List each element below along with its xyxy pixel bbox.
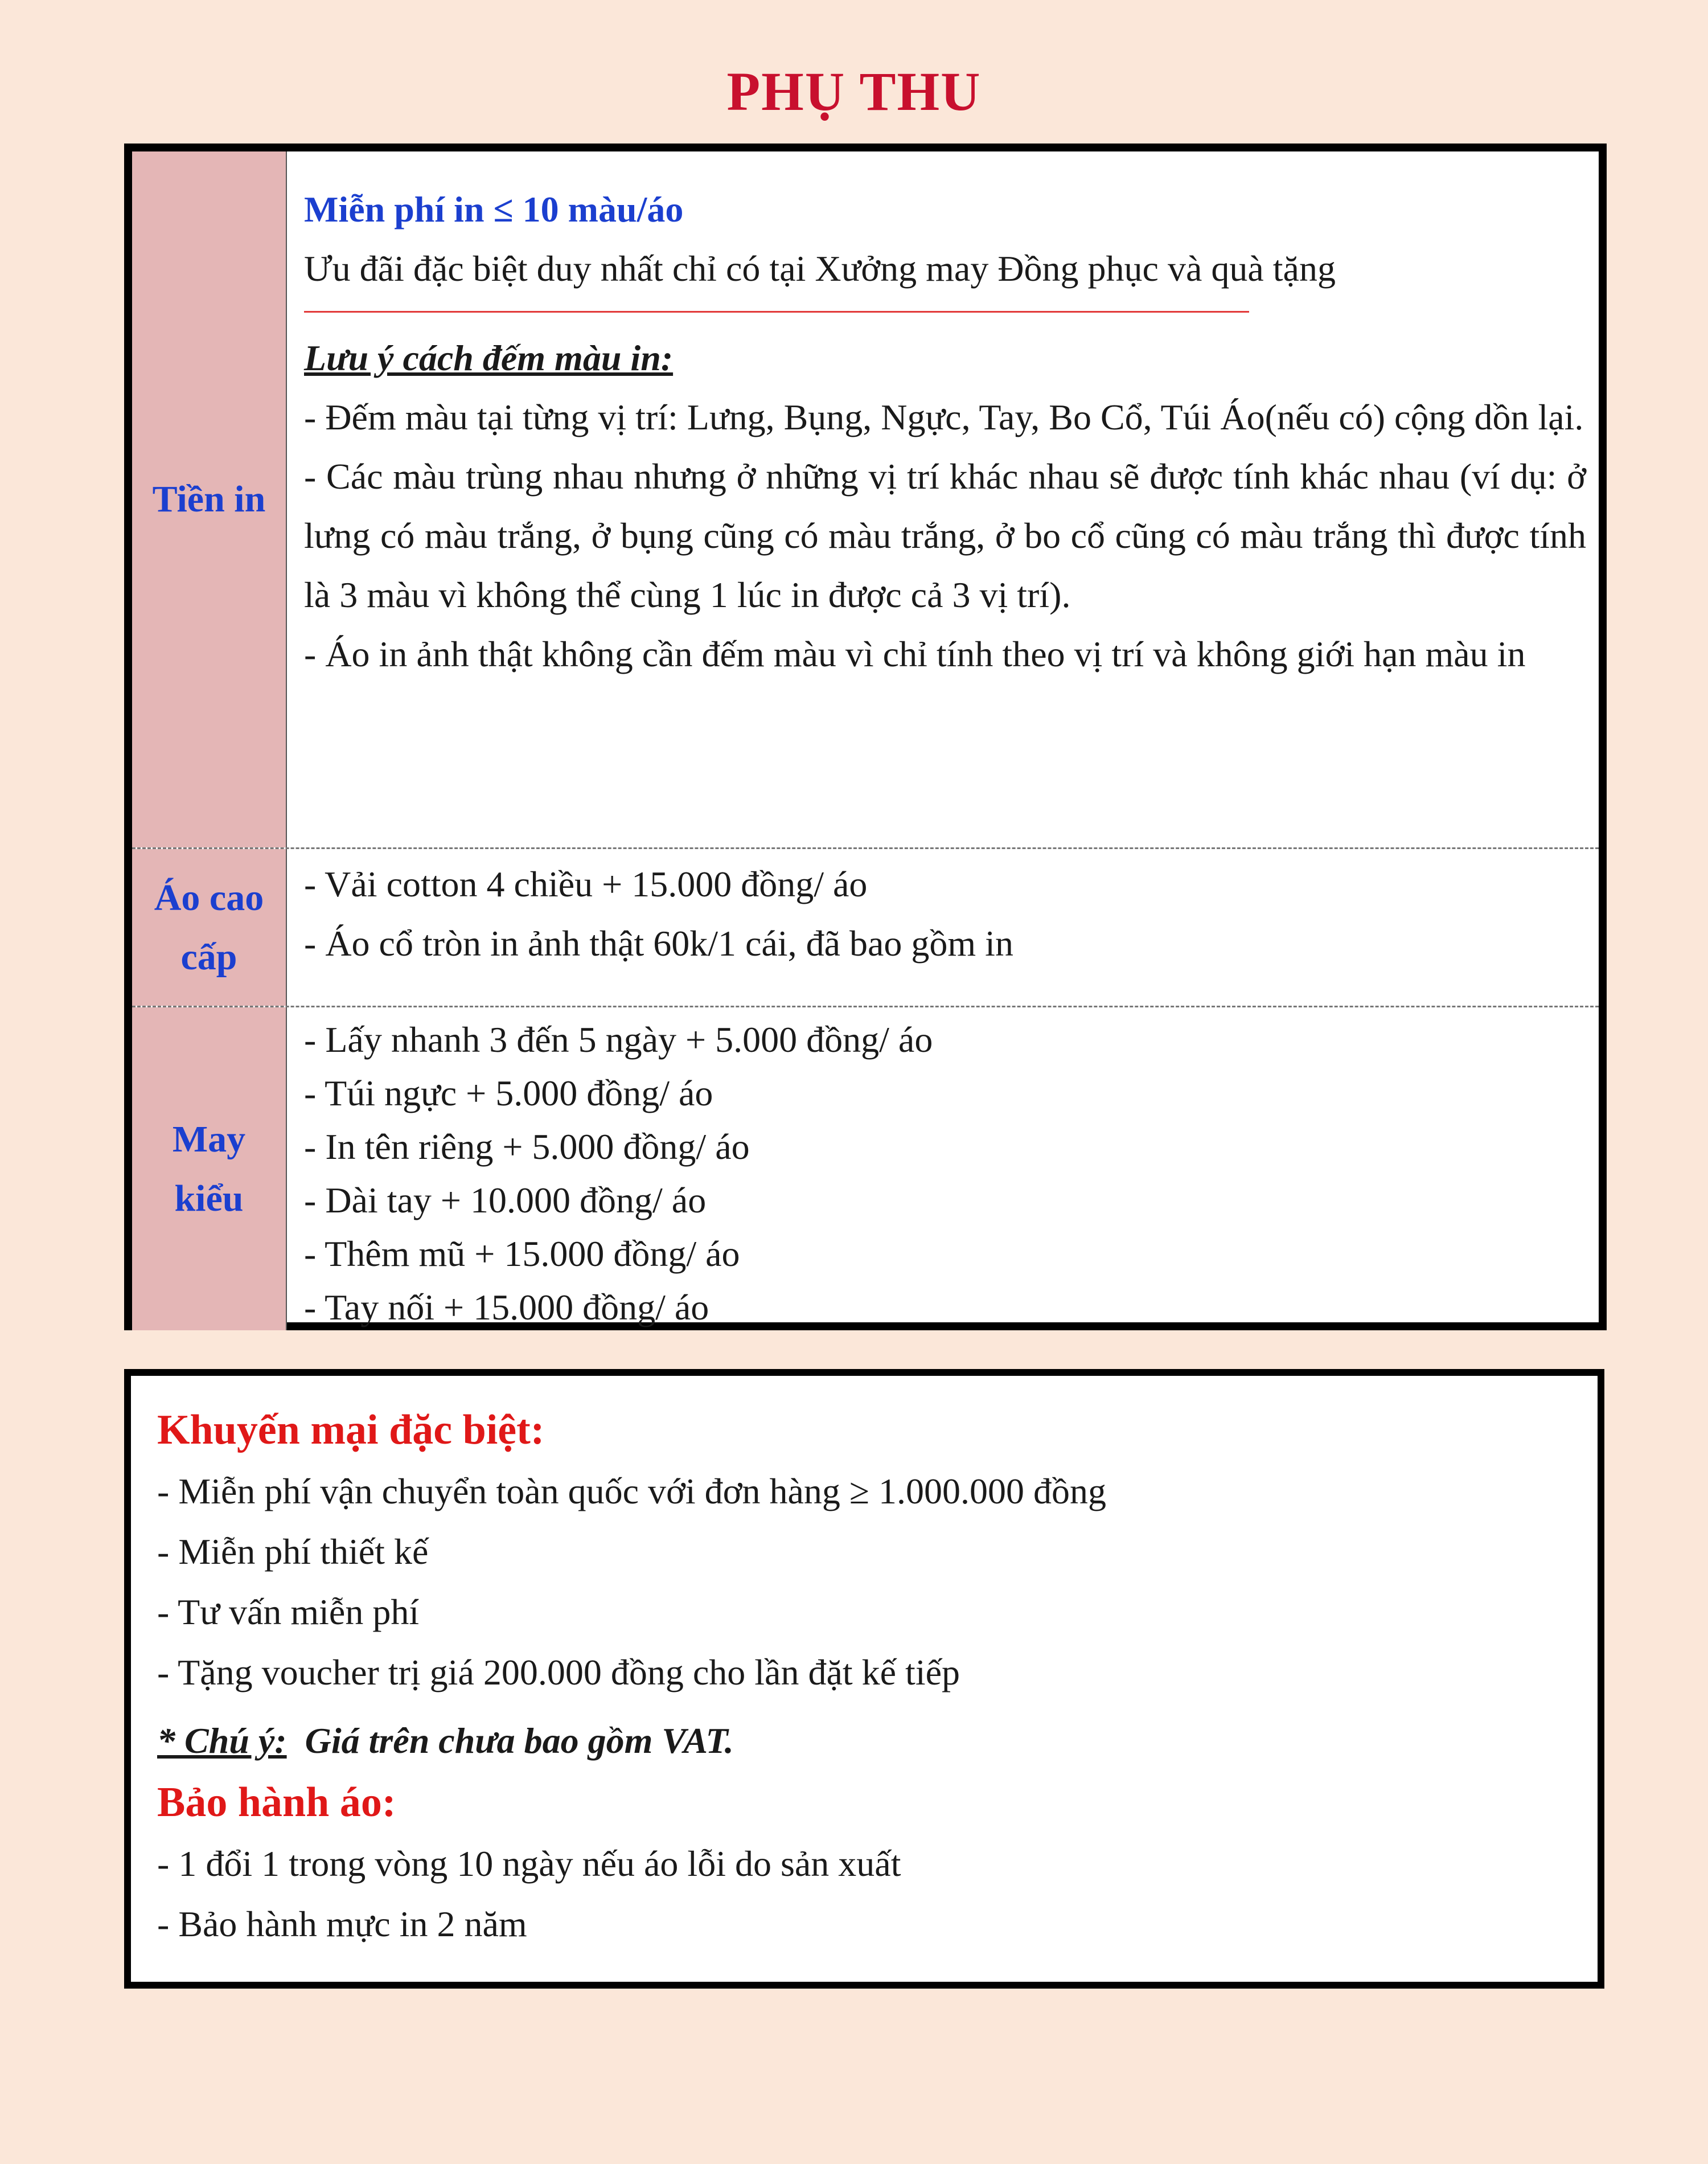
offer-text: Ưu đãi đặc biệt duy nhất chỉ có tại Xưởng may Đồng phục và quà tặng (304, 248, 1336, 289)
note-item: - Áo in ảnh thật không cần đếm màu vì chỉ tính theo vị trí và không giới hạn màu in (304, 634, 1526, 674)
free-print-headline: Miễn phí in ≤ 10 màu/áo (304, 189, 684, 229)
promotion-item: - Miễn phí thiết kế (157, 1531, 429, 1572)
promotion-item: - Miễn phí vận chuyển toàn quốc với đơn hàng ≥ 1.000.000 đồng (157, 1471, 1106, 1511)
row-label-text: cấp (180, 936, 237, 978)
warranty-item: - 1 đổi 1 trong vòng 10 ngày nếu áo lỗi do sản xuất (157, 1843, 901, 1884)
page-title: PHỤ THU (726, 61, 982, 122)
row-content-premium-shirt (287, 849, 1599, 1006)
row-label-text: Áo cao (154, 876, 264, 919)
list-item: - In tên riêng + 5.000 đồng/ áo (304, 1126, 750, 1167)
row-label-premium-shirt (132, 849, 287, 1006)
list-item: - Lấy nhanh 3 đến 5 ngày + 5.000 đồng/ áo (304, 1019, 933, 1060)
warranty-heading: Bảo hành áo: (157, 1779, 396, 1826)
row-label-text: May (172, 1118, 246, 1160)
promotion-box (124, 1369, 1604, 1989)
promotion-item: - Tặng voucher trị giá 200.000 đồng cho lần đặt kế tiếp (157, 1652, 960, 1692)
note-item: - Các màu trùng nhau nhưng ở những vị trí khác nhau sẽ được tính khác nhau (ví dụ: ở lưng có màu trắng, ở bụng cũng có màu trắng, ở bo cổ cũng có màu trắng thì được tính là 3 màu vì không thể cùng 1 lúc in được cả 3 vị trí). (304, 456, 1586, 615)
table-row-print-fee (132, 151, 1599, 847)
list-item: - Áo cổ tròn in ảnh thật 60k/1 cái, đã bao gồm in (304, 923, 1013, 964)
list-item: - Tay nối + 15.000 đồng/ áo (304, 1287, 709, 1327)
vat-note-text: Giá trên chưa bao gồm VAT. (305, 1720, 734, 1761)
row-content-custom-style (287, 1007, 1599, 1330)
color-count-note-heading: Lưu ý cách đếm màu in: (304, 338, 674, 378)
table-row-premium-shirt (132, 847, 1599, 1006)
list-item: - Túi ngực + 5.000 đồng/ áo (304, 1073, 713, 1113)
surcharge-table (124, 144, 1607, 1330)
row-label-custom-style (132, 1007, 287, 1330)
row-label-text: kiểu (174, 1177, 244, 1219)
divider-line (304, 311, 1249, 313)
row-label-print-fee (132, 151, 287, 847)
list-item: - Dài tay + 10.000 đồng/ áo (304, 1180, 707, 1220)
warranty-item: - Bảo hành mực in 2 năm (157, 1904, 527, 1944)
promotion-heading: Khuyến mại đặc biệt: (157, 1407, 545, 1453)
row-label-text: Tiền in (152, 478, 266, 520)
vat-note-label: * Chú ý: (157, 1720, 287, 1761)
row-content-print-fee (287, 151, 1599, 847)
vat-note (157, 1711, 1575, 1771)
list-item: - Vải cotton 4 chiều + 15.000 đồng/ áo (304, 864, 868, 904)
promotion-item: - Tư vấn miễn phí (157, 1592, 420, 1632)
note-item: - Đếm màu tại từng vị trí: Lưng, Bụng, Ngực, Tay, Bo Cổ, Túi Áo(nếu có) cộng dồn lại. (304, 397, 1584, 437)
list-item: - Thêm mũ + 15.000 đồng/ áo (304, 1233, 740, 1274)
table-row-custom-style (132, 1006, 1599, 1330)
